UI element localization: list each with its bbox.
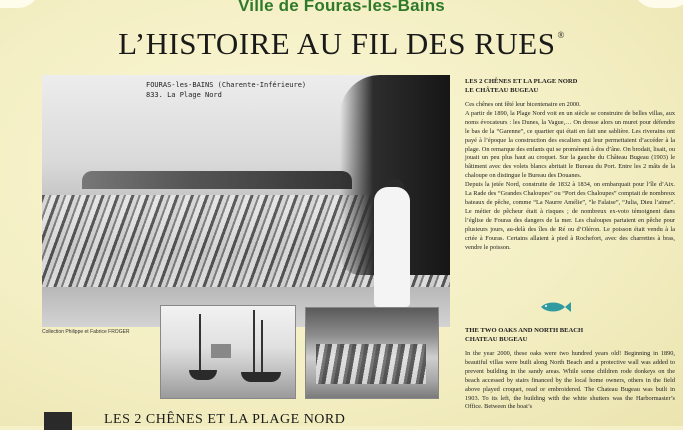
photo-mast (261, 320, 263, 376)
photo-people (316, 344, 426, 384)
french-paragraph: Depuis la jetée Nord, construite de 1832 à 1834, on embarquait pour l’île d’Aix. La Rade des “Grandes Chaloupes” ou “Port des Chaloupes” comptait de nombreux bateaux de pêche, comme “La Naurre Amélie”, “le Falaise”, “Julia, Dieu l’aime”. Le métier de pêcheur était à risques ; de nombreux ex-voto témoignent dans l’église de Fouras des dangers de la mer. Les chaloupes partaient en pêche pour plusieurs jours, au-delà des îles de Ré ou d’Oléron. Le poisson était vendu à la criée à Fouras. Certains allaient à pied à Rochefort, avec des charrettes à bras, vendre le poisson. (465, 181, 675, 251)
page-title (0, 26, 683, 62)
english-text-column (465, 326, 675, 412)
photo-building (211, 344, 231, 358)
main-photo-caption-line1: FOURAS-les-BAINS (Charente-Inférieure) (146, 81, 307, 89)
plaque-number-block (44, 412, 72, 430)
photo-hull (241, 372, 281, 382)
beach-people-photo (305, 307, 439, 399)
fish-icon (539, 301, 571, 313)
french-body (465, 101, 675, 252)
photo-mast (199, 314, 201, 374)
french-heading (465, 77, 675, 95)
english-heading-line1: THE TWO OAKS AND NORTH BEACH (465, 327, 584, 334)
english-heading-line2: CHATEAU BUGEAU (465, 336, 528, 343)
main-photo-north-beach (42, 75, 450, 327)
french-heading-line2: LE CHÂTEAU BUGEAU (465, 87, 539, 94)
french-paragraph: A partir de 1890, la Plage Nord voit en un siècle se construire de belles villas, aux noms évocateurs : les Dunes, la Vague,… On dresse alors un muret pour défendre le bas de la “Garenne”, ce quartier qui était en fait une sablière. Les riverains ont payé à l’époque la construction des escaliers qui leur permettaient d’accéder à la plage. On remarque des enfants qui se promènent à dos d’âne. On brodait, lisait, ou jouait un peu plus haut au croquet. Sur la gauche du Château Bugeau (1903) le bâtiment avec des volets blancs abritait le Bureau du Port. Entre les 2 mâts de la chaloupe on distingue le Bureau des Douanes. (465, 109, 675, 180)
french-heading-line1: LES 2 CHÊNES ET LA PLAGE NORD (465, 78, 578, 85)
french-text-column (465, 77, 675, 252)
bottom-title: LES 2 CHÊNES ET LA PLAGE NORD (104, 412, 346, 427)
main-photo-caption (146, 80, 306, 100)
photo-shoreline (82, 171, 352, 189)
photo-hull (189, 370, 217, 380)
english-heading (465, 326, 675, 344)
registered-mark: ® (557, 30, 565, 40)
photo-figure (374, 187, 410, 307)
photo-mast (253, 310, 255, 376)
title-text: L’HISTOIRE AU FIL DES RUES (118, 26, 556, 61)
english-body (465, 350, 675, 412)
harbour-photo (160, 305, 296, 399)
photo-credit: Collection Philippe et Fabrice FROGER (42, 329, 130, 335)
city-name: Ville de Fouras-les-Bains (238, 0, 445, 15)
english-paragraph: In the year 2000, these oaks were two hundred years old! Beginning in 1890, beautiful villas were built along North Beach and a protective wall was added to prevent building in the sandy areas. While some children rode donkeys on the beach accessed by stairs financed by the local home owners, others in the field above played croquet, read or embroidered. The Chateau Bugeau was built in 1903. To its left, the building with the white shutters was the Harbormaster’s Office. Between the boat’s (465, 350, 675, 411)
main-photo-caption-line2: 833. La Plage Nord (146, 91, 222, 99)
french-paragraph: Ces chênes ont fêté leur bicentenaire en 2000. (465, 101, 581, 108)
